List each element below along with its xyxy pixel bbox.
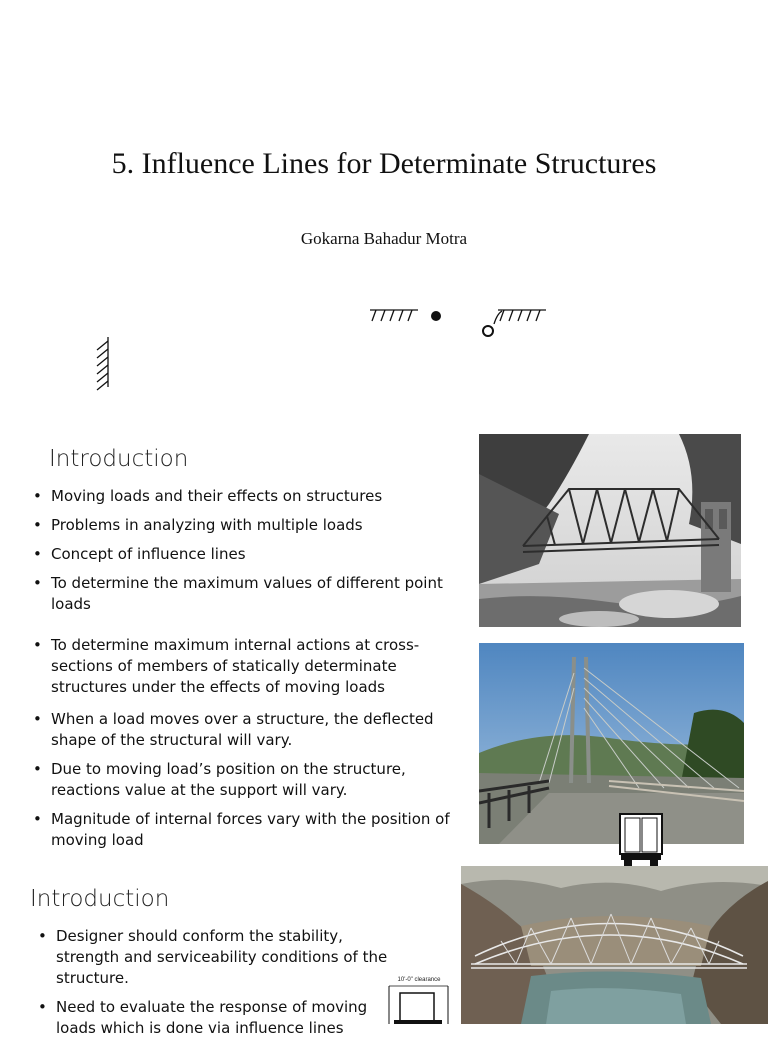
support-symbols-diagram (360, 300, 560, 345)
design-bullet-list (35, 926, 390, 1039)
list-item: • Due to moving load’s position on the structure, reactions value at the support will vary. (30, 759, 470, 801)
list-item: • Magnitude of internal forces vary with the position of moving load (30, 809, 470, 851)
clearance-label: 10'-0" clearance (397, 977, 441, 983)
list-item: • Designer should conform the stability, strength and serviceability conditions of the structure. (35, 926, 390, 989)
truss-bridge-photo (479, 434, 741, 627)
cable-stayed-bridge-photo (479, 643, 744, 844)
section-heading-introduction: Introduction (49, 446, 189, 472)
arch-bridge-gorge-photo (461, 866, 768, 1024)
objectives-bullet-list (30, 635, 470, 851)
truck-cross-section-icon (618, 812, 666, 868)
list-item: • To determine the maximum values of different point loads (30, 573, 470, 615)
list-item: • Concept of influence lines (30, 544, 470, 565)
list-item: • Problems in analyzing with multiple loads (30, 515, 470, 536)
clearance-diagram (386, 976, 452, 1024)
author-name: Gokarna Bahadur Motra (300, 229, 468, 248)
introduction-bullet-list (30, 486, 470, 615)
list-item: • To determine maximum internal actions at cross-sections of members of statically determinate structures under the effects of moving loads (30, 635, 470, 698)
list-item: • When a load moves over a structure, the deflected shape of the structural will vary. (30, 709, 470, 751)
list-item: • Moving loads and their effects on structures (30, 486, 470, 507)
fixed-support-diagram (92, 335, 116, 391)
page-title: 5. Influence Lines for Determinate Structures (111, 147, 657, 180)
section-heading-introduction-2: Introduction (30, 886, 170, 912)
list-item: • Need to evaluate the response of moving loads which is done via influence lines (35, 997, 390, 1039)
